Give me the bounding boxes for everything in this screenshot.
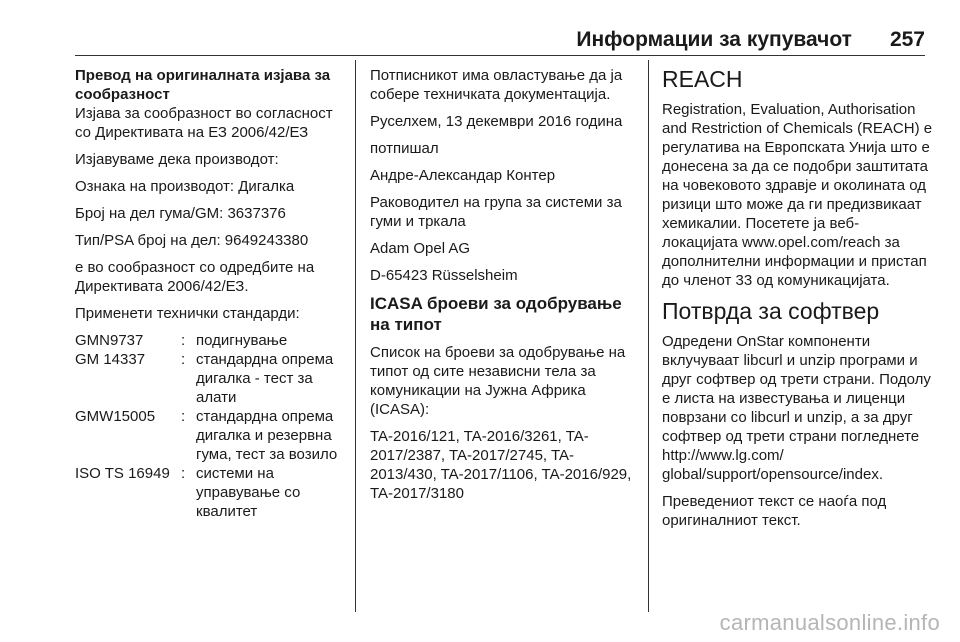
standard-row bbox=[75, 350, 347, 407]
standard-row bbox=[75, 464, 347, 521]
paragraph: Потписникот има овластување да ја собере техничката документација. bbox=[370, 67, 623, 103]
standard-colon: : bbox=[181, 408, 186, 425]
paragraph: Преведениот текст се наоѓа под оригиналниот текст. bbox=[662, 493, 887, 529]
reach-heading: REACH bbox=[662, 66, 743, 92]
declaration-heading: Превод на оригиналната изјава за сообразност bbox=[75, 67, 331, 103]
paragraph: Андре-Александар Контер bbox=[370, 167, 556, 184]
header-divider bbox=[75, 55, 925, 56]
paragraph: Изјавуваме дека производот: bbox=[75, 151, 279, 168]
standard-row bbox=[75, 331, 347, 350]
page-number: 257 bbox=[889, 28, 925, 51]
paragraph: Тип/PSA број на дел: 9649243380 bbox=[75, 232, 309, 249]
paragraph: потпишал bbox=[370, 140, 439, 157]
paragraph: Список на броеви за одобрување на типот од сите независни тела за комуникации на Јужна Африка (ICASA): bbox=[370, 344, 626, 418]
paragraph: Adam Opel AG bbox=[370, 240, 471, 257]
paragraph: D-65423 Rüsselsheim bbox=[370, 267, 518, 284]
column-right bbox=[662, 66, 934, 538]
paragraph: Изјава за сообразност во согласност со Директивата на ЕЗ 2006/42/ЕЗ bbox=[75, 105, 333, 141]
approval-numbers: TA-2016/121, TA-2016/3261, TA-2017/2387, TA-2017/2745, TA-2013/430, TA-2017/1106, TA-2016/929, TA-2017/3180 bbox=[370, 428, 632, 502]
watermark: carmanualsonline.info bbox=[719, 610, 940, 635]
page-header bbox=[75, 28, 925, 52]
paragraph: Применети технички стандарди: bbox=[75, 305, 300, 322]
paragraph: Раководител на група за системи за гуми и тркала bbox=[370, 194, 622, 230]
standard-code: ISO TS 16949 bbox=[75, 465, 170, 482]
paragraph: Ознака на производот: Дигалка bbox=[75, 178, 295, 195]
standard-description: системи на управување со квалитет bbox=[196, 465, 301, 520]
standard-code: GMW15005 bbox=[75, 408, 156, 425]
column-left bbox=[75, 66, 347, 521]
standard-colon: : bbox=[181, 465, 186, 482]
page-title: Информации за купувачот bbox=[576, 28, 852, 51]
standard-row bbox=[75, 407, 347, 464]
icasa-heading: ICASA броеви за одобрување на типот bbox=[370, 294, 622, 334]
standard-description: стандардна опрема дигалка и резервна гума, тест за возило bbox=[196, 408, 338, 463]
paragraph: Руселхем, 13 декември 2016 година bbox=[370, 113, 623, 130]
column-divider-1 bbox=[355, 60, 356, 612]
standards-table bbox=[75, 331, 347, 521]
column-middle bbox=[370, 66, 638, 511]
software-heading: Потврда за софтвер bbox=[662, 298, 880, 324]
standard-description: подигнување bbox=[196, 332, 288, 349]
column-divider-2 bbox=[648, 60, 649, 612]
paragraph: Одредени OnStar компоненти вклучуваат libcurl и unzip програми и друг софтвер од трети страни. Подолу е листа на известувања и лиценци поврзани со libcurl и unzip, а за друг софтвер од трети страни погледнете http://www.lg.com/ global/support/opensource/index. bbox=[662, 333, 931, 483]
standard-code: GM 14337 bbox=[75, 351, 146, 368]
standard-code: GMN9737 bbox=[75, 332, 144, 349]
paragraph: Registration, Evaluation, Authorisation and Restriction of Chemicals (REACH) е регулатива на Европската Унија што е донесена за да се подобри заштитата на човековото здравје и околината од ризици што може да ги предизвикаат хемикалии. Посетете ја веб-локацијата www.opel.com/reach за дополнителни информации и пристап до членот 33 од комуникацијата. bbox=[662, 101, 933, 289]
standard-colon: : bbox=[181, 332, 186, 349]
standard-colon: : bbox=[181, 351, 186, 368]
standard-description: стандардна опрема дигалка - тест за алати bbox=[196, 351, 334, 406]
paragraph: е во сообразност со одредбите на Директивата 2006/42/ЕЗ. bbox=[75, 259, 315, 295]
paragraph: Број на дел гума/GM: 3637376 bbox=[75, 205, 286, 222]
